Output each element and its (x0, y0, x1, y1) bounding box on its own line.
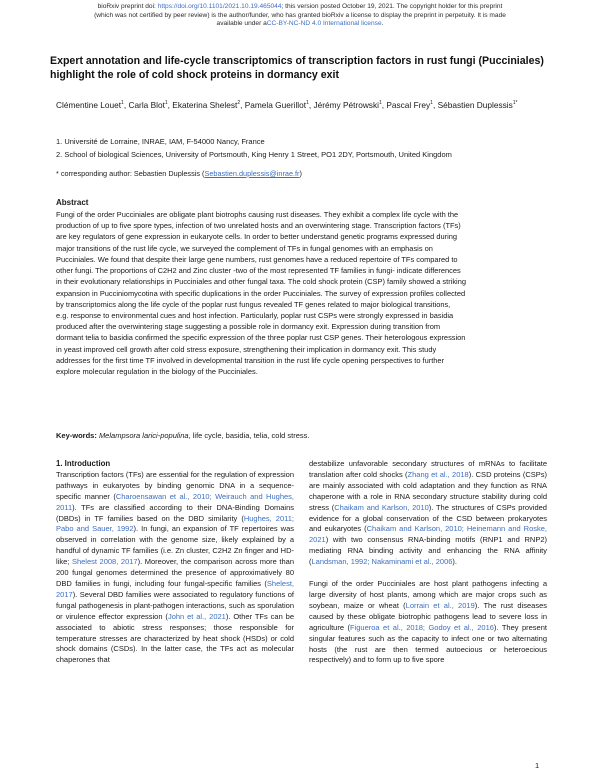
intro-paragraph-1 (56, 470, 294, 666)
abstract-line: dormant telia to basidia confirmed the specific expression of the three poplar rust CSP genes. Their heterologous expression (56, 333, 466, 343)
author-list: Clémentine Louet$^1$, Carla Blot$^1$, Ekaterina Shelest$^2$, Pamela Guerillot$^1$, Jérémy Pétrowski$^1$, Pascal Frey$^1$, Sébastien Duplessis$^{1*}$ (56, 100, 518, 110)
abstract-line: major transitions of the rust life cycle, we surveyed the complement of TFs in fungal genomes with an emphasis on (56, 243, 433, 253)
citation-link[interactable]: Landsman, 1992; Nakaminami et al., 2006 (311, 557, 453, 567)
intro-paragraph-2 (309, 459, 547, 568)
abstract-line: are key regulators of gene expression in eukaryote cells. In order to better understand genetic programs expressed during (56, 232, 458, 242)
author: Clémentine Louet (56, 100, 122, 110)
author-affil: 1 (430, 100, 433, 107)
banner-text: . (381, 20, 384, 28)
citation-link[interactable]: Charoensawan et al., 2010; Weirauch and Hughes, 2011 (56, 491, 294, 512)
citation-link[interactable]: Zhang et al., 2018 (407, 469, 469, 479)
page-number: 1 (535, 761, 540, 770)
keywords-label: Key-words: (56, 431, 97, 440)
paragraph-text: ). CSD proteins (CSPs) are mainly associated with cold adaptation and they function as RNA chaperone with a role in RNA secondary structure stability during cold stress ( (309, 469, 547, 512)
banner-text: ; this version posted October 19, 2021. The copyright holder for this preprint (281, 3, 503, 10)
abstract-heading: Abstract (56, 198, 89, 207)
paragraph-text: ). The structures of CSPs provided evidence for a global conservation of the CSD between prokaryotes and eukaryotes ( (309, 502, 547, 534)
abstract-line: by transcriptomics along the life cycle of the poplar rust fungus revealed TF genes related to major biological transitions, (56, 299, 451, 309)
abstract-body (56, 209, 546, 377)
keyword-list: , life cycle, basidia, telia, cold stress. (188, 431, 310, 440)
abstract-line: other fungi. The proportions of C2H2 and Zinc cluster -two of the most represented TF families in fungi- indicate differences (56, 266, 461, 276)
paragraph-text: ). Several DBD families were associated to regulatory functions of fungal pathogenesis in plant-pathogen interactions, such as sporulation or virulence effector expression ( (56, 589, 294, 621)
author-affil: 1 (164, 100, 168, 107)
abstract-line: produced after the overwintering stage suggesting a possible role in dormancy exit. Expression during transition from (56, 322, 441, 332)
keyword-species: Melampsora larici-populina (98, 431, 189, 440)
abstract-line: Pucciniales. We found that despite their large gene numbers, rust genomes have a reduced repertoire of TFs compared to (56, 254, 458, 264)
paragraph-text: ). In fungi, an expansion of TF repertoires was observed in correlation with the genome size, likely explained by a handful of dynamic TF families (i.e. Zn cluster, C2H2 Zn finger and HD-like; (56, 524, 294, 567)
author-affil: 1* (512, 100, 518, 107)
abstract-line: in their evolutionary relationships in Pucciniales and other fungal taxa. The cold shock protein (CSP) family showed a striking (56, 277, 466, 287)
paragraph-text: ). TFs are classified according to their DNA-Binding Domains (DBDs) in TF families based on the DBD similarity ( (56, 502, 294, 523)
paragraph-text: ). Other TFs can be associated to abiotic stress responses; those responsible for temperature stresses are characterized by heat shock (HSDs) or cold shock domains (CSDs). In the latter case, the TFs act as molecular chaperones that (56, 611, 294, 665)
author-affil: 1 (121, 100, 124, 107)
citation-link[interactable]: John et al., 2021 (167, 611, 226, 621)
author-affil: 1 (306, 100, 309, 107)
paragraph-text: Fungi of the order Pucciniales are host plant pathogens infecting a large diversity of host plants, among which are major crops such as soybean, maize or wheat ( (309, 579, 547, 610)
citation-link[interactable]: Chaikam and Karlson, 2010 (334, 502, 429, 512)
affiliation-2: 2. School of biological Sciences, University of Portsmouth, King Henry 1 Street, PO1 2DY, Portsmouth, United Kingdom (56, 150, 452, 159)
citation-link[interactable]: Hughes, 2011; Pabo and Sauer, 1992 (56, 513, 295, 534)
intro-paragraph-3 (309, 579, 547, 666)
abstract-line: explore molecular regulation in the biology of the Pucciniales. (56, 367, 258, 377)
citation-link[interactable]: Shelest 2008, 2017 (71, 557, 138, 567)
banner-line-2: (which was not certified by peer review) is the author/funder, who has granted bioRxiv a license to display the preprint in perpetuity. It is made (94, 11, 506, 19)
citation-link[interactable]: Lorrain et al., 2019 (405, 600, 475, 610)
abstract-line: production of up to five spore types, infection of two unrelated hosts and an overwintering stage. Transcription factors (TFs) (56, 221, 461, 231)
citation-link[interactable]: Figueroa et al., 2018; Godoy et al., 2016 (349, 622, 494, 632)
paragraph-text: destabilize unfavorable secondary structures of mRNAs to facilitate translation after cold shocks ( (309, 459, 547, 479)
author-affil: 2 (237, 100, 241, 107)
corresponding-text: ) (299, 169, 302, 178)
doi-link[interactable]: https://doi.org/10.1101/2021.10.19.465044 (157, 3, 282, 10)
citation-link[interactable]: Shelest, 2017 (56, 578, 294, 599)
author: Ekaterina Shelest (172, 100, 238, 110)
paragraph-text: ). They present singular features such as the capacity to infect one or two alternating hosts (the rust are then termed autoecious or heteroecious respectively) and to form up to five spore (309, 622, 547, 665)
author-affil: 1 (378, 100, 382, 107)
paragraph-text: ). The rust diseases caused by these obligate biotrophic pathogens lead to severe loss in agriculture ( (309, 600, 547, 632)
abstract-line: e.g. response to environmental cues and host infection. Particularly, poplar rust CSPs were strongly expressed in basidia (56, 310, 454, 320)
intro-left-column (56, 459, 294, 666)
author: Pamela Guerillot (244, 100, 307, 110)
banner-line-1 (20, 3, 580, 12)
preprint-banner (20, 3, 580, 29)
paragraph-text: ). (452, 557, 458, 567)
paper-title: Expert annotation and life-cycle transcriptomics of transcription factors in rust fungi (Pucciniales) highlight the role of cold shock proteins in dormancy exit (50, 55, 544, 81)
corresponding-text: * corresponding author: Sebastien Duplessis ( (56, 169, 205, 178)
license-link[interactable]: CC-BY-NC-ND 4.0 International license (266, 20, 382, 28)
abstract-line: addresses for the first time TF involved in developmental transition in the rust life cycle opening perspectives to further (56, 355, 445, 365)
paragraph-text: Transcription factors (TFs) are essential for the regulation of expression pathways in eukaryotes by binding genomic DNA in a sequence-specific manner ( (56, 469, 294, 501)
author: Jérémy Pétrowski (313, 100, 379, 110)
paragraph-text: ) with two consensus RNA-binding motifs (RNP1 and RNP2) mediating RNA binding activity and enhancing the RNA affinity ( (309, 535, 547, 567)
abstract-line: expansion in Pucciniomycotina with specific duplications in the order Pucciniales. The survey of expression profiles collected (56, 288, 466, 298)
abstract-line: in yeast improved cell growth after cold stress exposure, strengthening their implication in dormancy exit. This study (56, 344, 437, 354)
paragraph-text: ). Moreover, the comparison across more than 200 fungal genomes determined the presence of approximatively 80 DBD families in fungi, including four fungal-specific families ( (56, 557, 295, 588)
intro-right-column (309, 459, 547, 666)
author: Pascal Frey (386, 100, 431, 110)
section-heading: 1. Introduction (56, 459, 111, 468)
banner-text: bioRxiv preprint doi: (97, 3, 158, 10)
author: Sébastien Duplessis (437, 100, 513, 110)
citation-link[interactable]: Chaikam and Karlson, 2010; Heinemann and Roske, 2021 (309, 524, 547, 545)
author: Carla Blot (128, 100, 165, 110)
keywords (56, 431, 546, 441)
banner-line-3 (20, 20, 580, 29)
abstract-line: Fungi of the order Pucciniales are obligate plant biotrophs causing rust diseases. They exhibit a complex life cycle with the (56, 210, 459, 219)
banner-text: available under a (216, 20, 267, 28)
corresponding-author (56, 169, 302, 179)
affiliation-1: 1. Université de Lorraine, INRAE, IAM, F-54000 Nancy, France (56, 137, 265, 146)
email-link[interactable]: Sebastien.duplessis@inrae.fr (204, 169, 300, 178)
